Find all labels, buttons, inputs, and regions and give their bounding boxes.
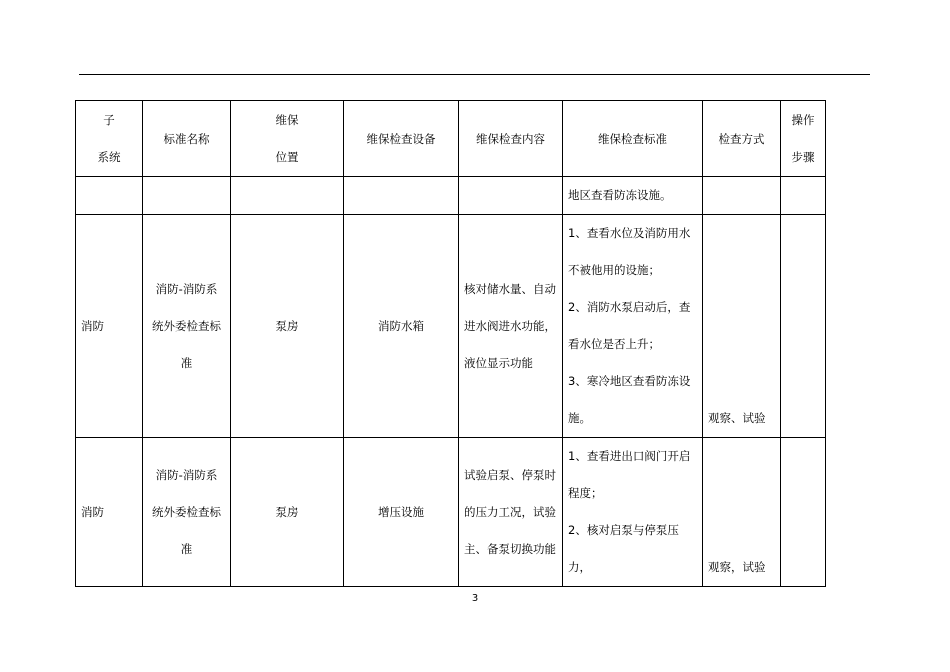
cell-steps [781, 177, 826, 215]
standard-name-line: 消防-消防系 [155, 467, 218, 482]
cell-location: 泵房 [231, 215, 344, 438]
header-location [231, 101, 344, 177]
cell-method: 观察，试验 [703, 438, 781, 587]
cell-criteria [563, 438, 703, 587]
standard-name-line: 统外委检查标 [152, 504, 221, 519]
cell-equipment: 增压设施 [344, 438, 459, 587]
cell-standard-name [143, 215, 231, 438]
cell-steps [781, 438, 826, 587]
header-location-line: 位置 [275, 149, 299, 164]
table-row [76, 177, 826, 215]
standard-name-line: 统外委检查标 [152, 318, 221, 333]
table-header-row [76, 101, 826, 177]
header-standard-name: 标准名称 [143, 101, 231, 177]
table-row [76, 215, 826, 438]
content-line: 试验启泵、停泵时 [464, 467, 556, 482]
cell-equipment [344, 177, 459, 215]
standard-name-line: 消防-消防系 [155, 281, 218, 296]
cell-content [459, 215, 563, 438]
cell-criteria [563, 215, 703, 438]
table-row [76, 438, 826, 587]
content-line: 主、备泵切换功能 [464, 541, 556, 556]
header-content: 维保检查内容 [459, 101, 563, 177]
cell-content [459, 438, 563, 587]
cell-content [459, 177, 563, 215]
content-line: 进水阀进水功能， [464, 318, 556, 333]
criteria-line: 施。 [568, 411, 591, 425]
header-subsystem-line: 系统 [97, 149, 121, 164]
cell-subsystem: 消防 [76, 215, 143, 438]
header-location-line: 维保 [275, 112, 299, 127]
criteria-line: 看水位是否上升； [568, 337, 660, 351]
criteria-line: 不被他用的设施； [568, 263, 660, 277]
cell-standard-name [143, 438, 231, 587]
header-equipment: 维保检查设备 [344, 101, 459, 177]
cell-steps [781, 215, 826, 438]
header-subsystem-line: 子 [103, 112, 115, 127]
criteria-line: 1、查看进出口阀门开启 [568, 449, 691, 463]
standard-name-line: 准 [180, 355, 193, 370]
header-rule [79, 74, 870, 75]
standard-name-line: 准 [180, 541, 193, 556]
cell-location [231, 177, 344, 215]
maintenance-table [75, 100, 826, 587]
cell-criteria [563, 177, 703, 215]
criteria-line: 地区查看防冻设施。 [568, 188, 672, 202]
cell-equipment: 消防水箱 [344, 215, 459, 438]
cell-method: 观察、试验 [703, 215, 781, 438]
header-subsystem [76, 101, 143, 177]
cell-standard-name [143, 177, 231, 215]
header-steps [781, 101, 826, 177]
content-line: 液位显示功能 [464, 355, 533, 370]
content-line: 核对储水量、自动 [464, 281, 556, 296]
criteria-line: 3、寒冷地区查看防冻设 [568, 374, 691, 388]
criteria-line: 2、消防水泵启动后，查 [568, 300, 691, 314]
header-method: 检查方式 [703, 101, 781, 177]
cell-subsystem [76, 177, 143, 215]
header-steps-line: 步骤 [791, 149, 815, 164]
criteria-line: 程度； [568, 486, 603, 500]
cell-method [703, 177, 781, 215]
cell-subsystem: 消防 [76, 438, 143, 587]
content-line: 的压力工况，试验 [464, 504, 556, 519]
header-criteria: 维保检查标准 [563, 101, 703, 177]
criteria-line: 2、核对启泵与停泵压力， [568, 523, 679, 574]
page-number: 3 [471, 593, 479, 604]
cell-location: 泵房 [231, 438, 344, 587]
header-steps-line: 操作 [791, 112, 815, 127]
criteria-line: 1、查看水位及消防用水 [568, 226, 691, 240]
